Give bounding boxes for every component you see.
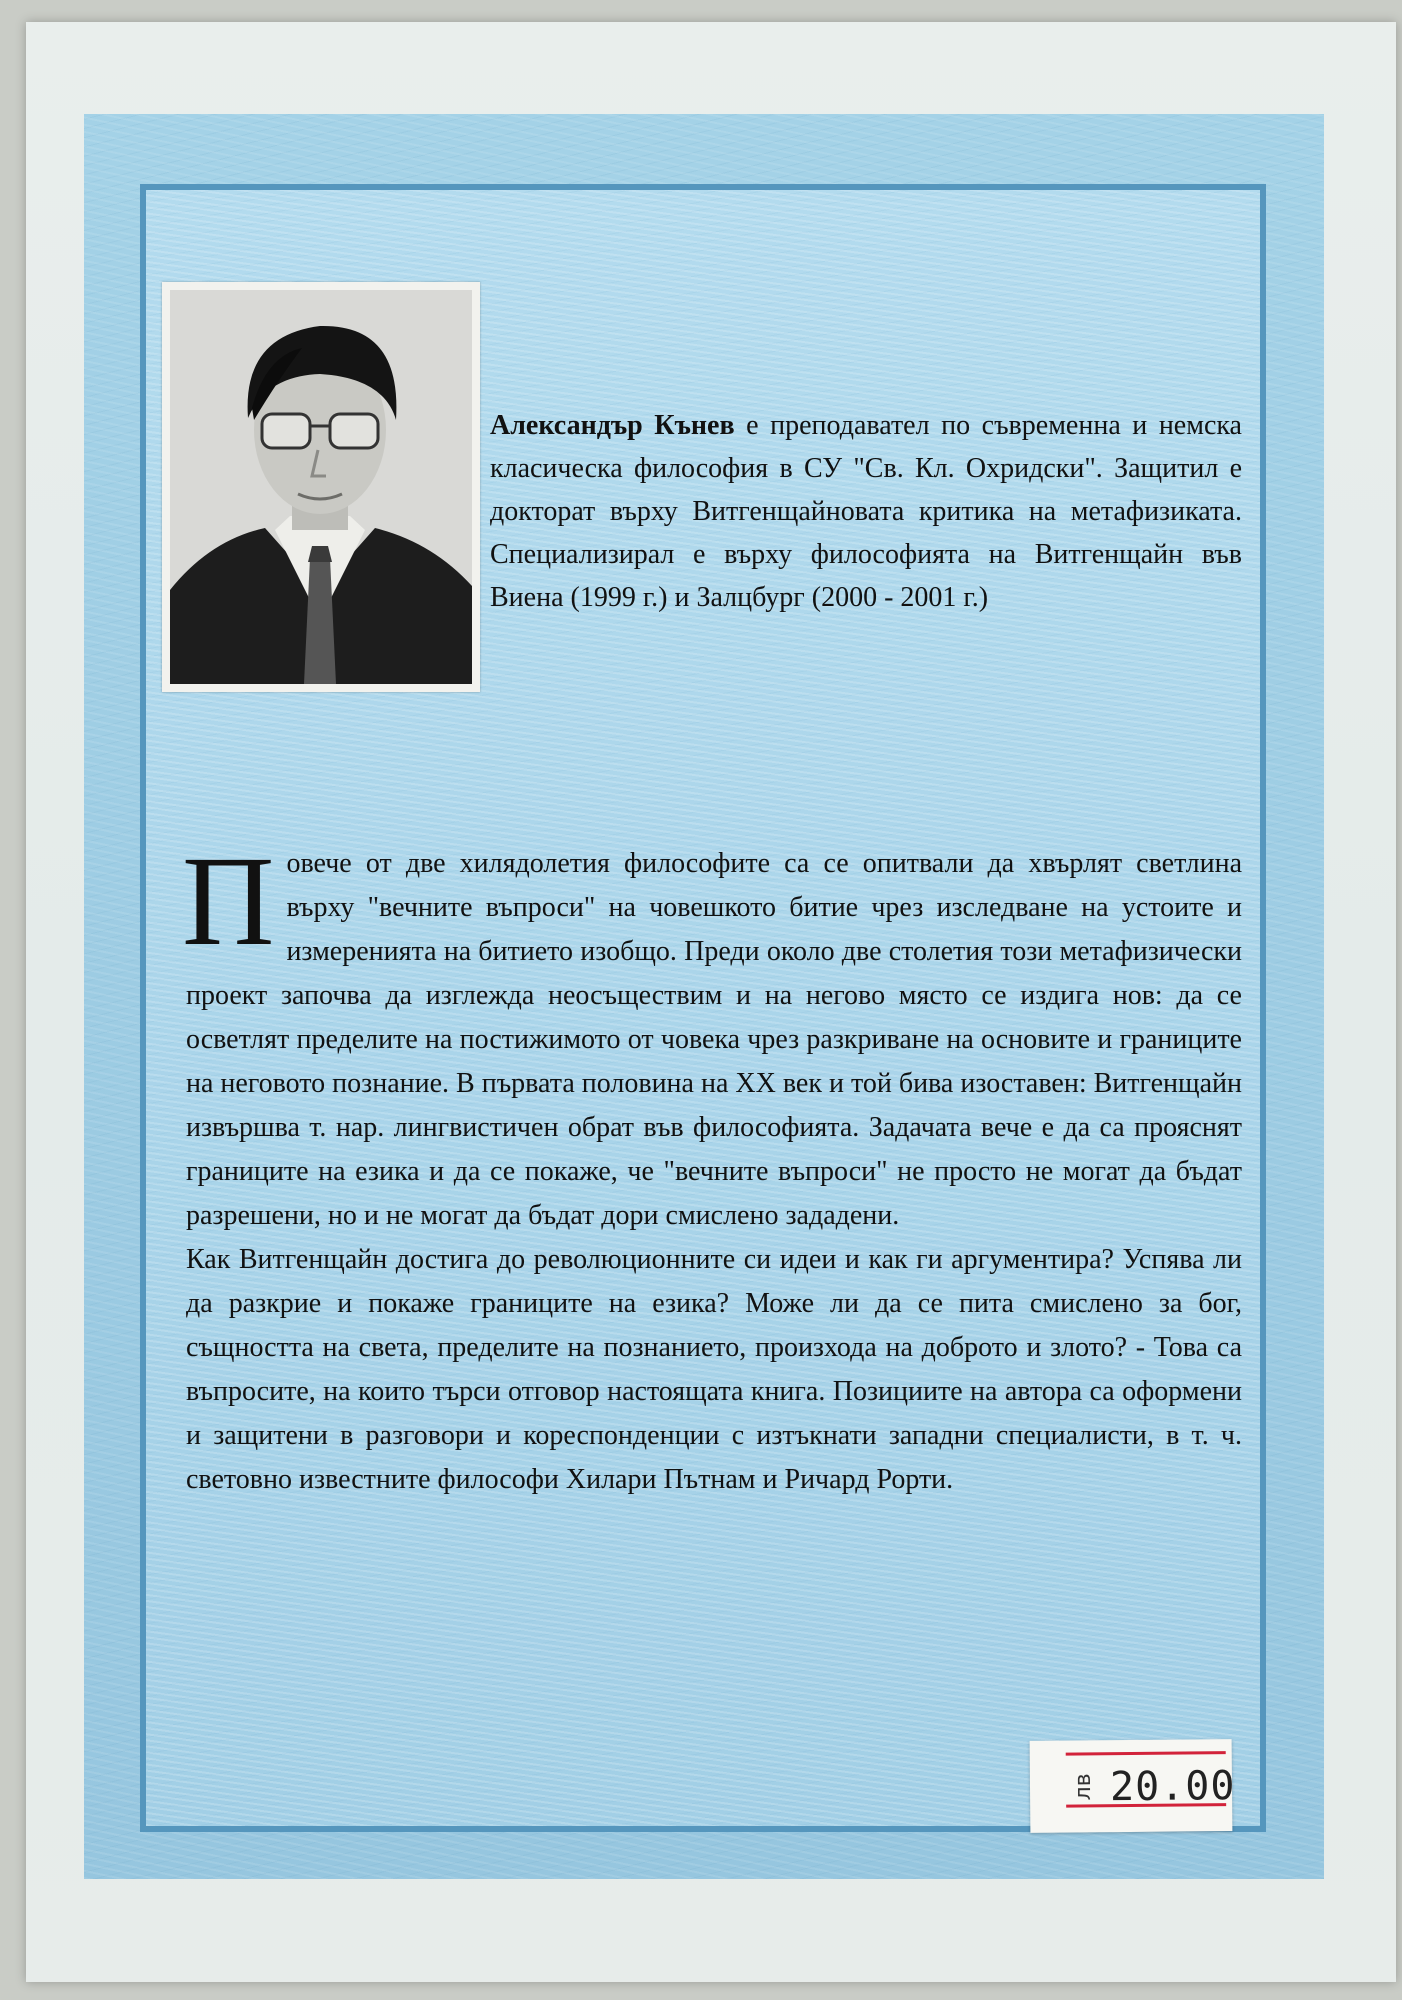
price-currency: лв (1070, 1773, 1097, 1801)
author-portrait-image (170, 290, 472, 684)
description-paragraph-2: Как Витгенщайн достига до революционните си идеи и как ги аргументира? Успява ли да разкрие и покаже границите на езика? Може ли да се пита смислено за бог, същността на света, пределите на познанието, произхода на доброто и злото? - Това са въпросите, на които търси отговор настоящата книга. Позициите на автора са оформени и защитени в разговори и кореспонденции с изтъкнати западни специалисти, в т. ч. световно известните философи Хилари Пътнам и Ричард Рорти. (186, 1244, 1242, 1495)
description-paragraph-1 (182, 830, 1242, 1238)
price-sticker (1030, 1739, 1236, 1833)
book-description (182, 830, 1242, 1502)
author-photo (162, 282, 480, 692)
sticker-line-top (1066, 1751, 1226, 1755)
price-value: 20.00 (1109, 1763, 1236, 1811)
drop-cap: П (182, 830, 275, 972)
author-bio (490, 404, 1242, 619)
author-bio-text: е преподавател по съвременна и немска класическа философия в СУ "Св. Кл. Охридски". Защитил е докторат върху Витгенщайновата критика на метафизиката. Специализирал е върху философията на Витгенщайн във Виена (1999 г.) и Залцбург (2000 - 2001 г.) (490, 410, 1242, 613)
description-paragraph-1-text: овече от две хилядолетия философите са се опитвали да хвърлят светлина върху "вечните въпроси" на човешкото битие чрез изследване на устоите и измеренията на битието изобщо. Преди около две столетия този метафизически проект започва да изглежда неосъществим и на негово място се издига нов: да се осветлят пределите на постижимото от човека чрез разкриване на основите и границите на неговото познание. В първата половина на XX век и той бива изоставен: Витгенщайн извършва т. нар. лингвистичен обрат във философията. Задачата вече е да са прояснят границите на езика и да се покаже, че "вечните въпроси" не просто не могат да бъдат разрешени, но и не могат да бъдат дори смислено зададени. (186, 848, 1242, 1231)
author-name: Александър Кънев (490, 410, 735, 441)
